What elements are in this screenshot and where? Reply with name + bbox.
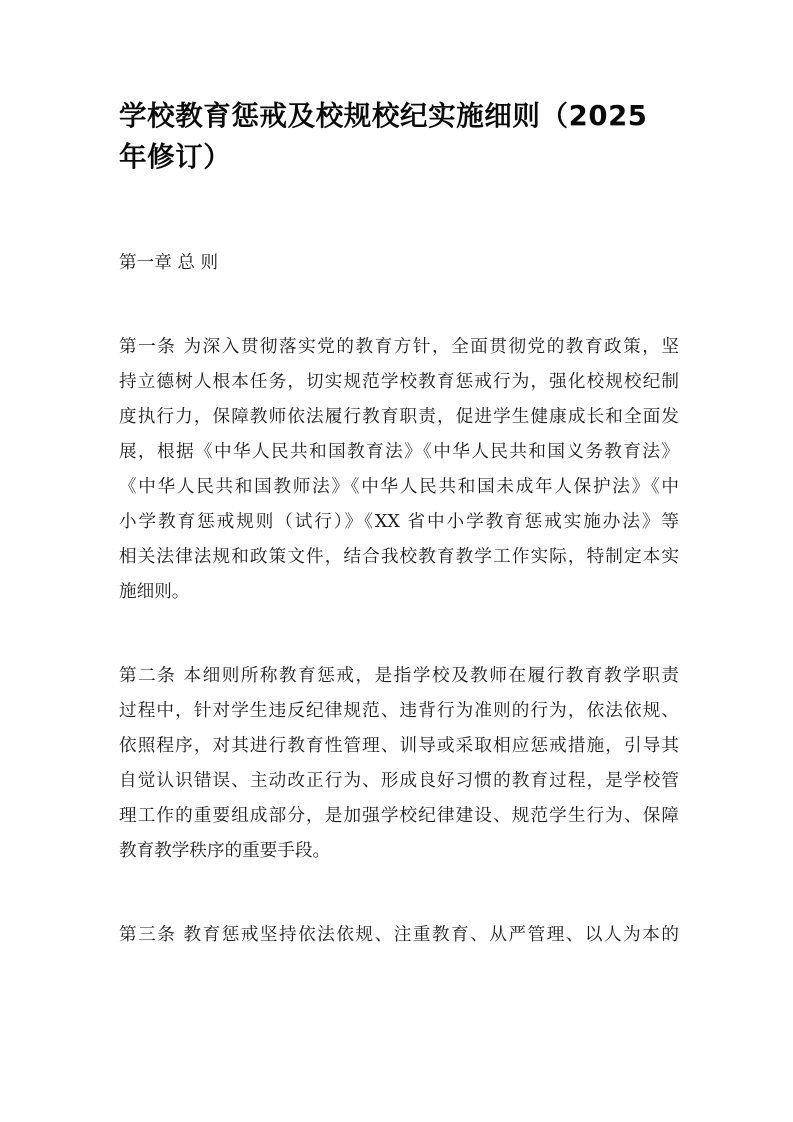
article-1-line-2: 持立德树人根本任务，切实规范学校教育惩戒行为，强化校规校纪制 (119, 372, 679, 392)
article-1-line-8: 施细则。 (119, 582, 190, 602)
article-2-line-6: 教育教学秩序的重要手段。 (119, 841, 331, 861)
article-3-line-1: 第三条 教育惩戒坚持依法依规、注重教育、从严管理、以人为本的 (119, 925, 679, 945)
article-2-line-5: 理工作的重要组成部分，是加强学校纪律建设、规范学生行为、保障 (119, 806, 679, 826)
article-1-line-4: 展，根据《中华人民共和国教育法》《中华人民共和国义务教育法》 (119, 442, 679, 462)
article-1-line-6: 小学教育惩戒规则（试行）》《XX 省中小学教育惩戒实施办法》等 (119, 512, 679, 532)
title-line-1: 学校教育惩戒及校规校纪实施细则（2025 (119, 100, 648, 132)
article-2-line-4: 自觉认识错误、主动改正行为、形成良好习惯的教育过程，是学校管 (119, 771, 679, 791)
article-2-line-2: 过程中，针对学生违反纪律规范、违背行为准则的行为，依法依规、 (119, 701, 679, 721)
article-1-line-7: 相关法律法规和政策文件，结合我校教育教学工作实际，特制定本实 (119, 547, 679, 567)
article-1-line-1: 第一条 为深入贯彻落实党的教育方针，全面贯彻党的教育政策，坚 (119, 337, 679, 357)
title-line-2: 年修订） (119, 141, 232, 173)
chapter-heading: 第一章 总 则 (119, 253, 219, 273)
article-1-line-5: 《中华人民共和国教师法》《中华人民共和国未成年人保护法》《中 (119, 477, 679, 497)
article-1-line-3: 度执行力，保障教师依法履行教育职责，促进学生健康成长和全面发 (119, 407, 679, 427)
article-2-line-3: 依照程序，对其进行教育性管理、训导或采取相应惩戒措施，引导其 (119, 736, 679, 756)
document-title (119, 96, 679, 178)
article-2-line-1: 第二条 本细则所称教育惩戒，是指学校及教师在履行教育教学职责 (119, 666, 679, 686)
